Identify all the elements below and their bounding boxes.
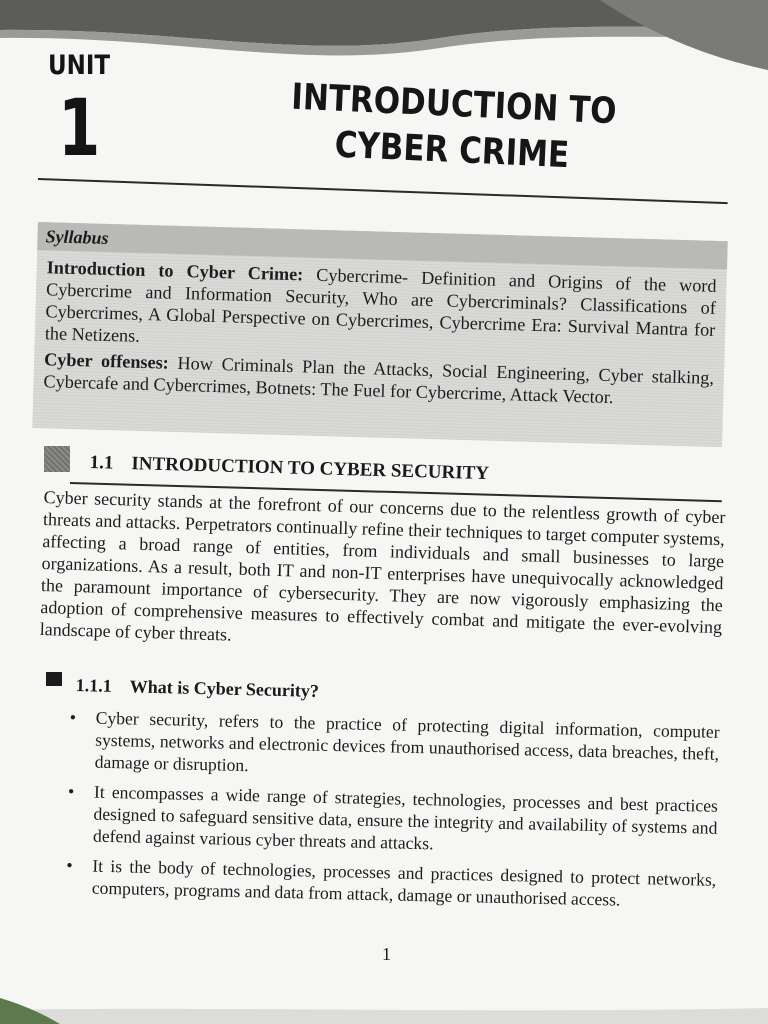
syllabus-section-title: Cyber offenses: xyxy=(43,349,170,373)
syllabus-section-title: Introduction to Cyber Crime: xyxy=(46,257,304,285)
section-paragraph: Cyber security stands at the forefront of our concerns due to the relentless growth of cyber threats and attacks. Perpetrators continually refine their techniques to target computer systems, affecting a broad range of entities, from individuals and small businesses to large organizations. As a result, both IT and non-IT enterprises have unequivocally acknowledged the paramount importance of cybersecurity. They are now vigorously emphasizing the adoption of comprehensive measures to effectively combat and mitigate the ever-evolving landscape of cyber threats. xyxy=(39,486,726,645)
syllabus-heading: Syllabus xyxy=(37,222,728,269)
page-number: 1 xyxy=(382,944,391,964)
syllabus-box xyxy=(32,222,727,447)
list-item xyxy=(65,706,720,787)
bullet-icon: • xyxy=(69,707,77,728)
subsection-title: What is Cyber Security? xyxy=(129,676,320,701)
section-marker-icon xyxy=(44,446,70,472)
syllabus-section xyxy=(45,256,717,363)
title-divider xyxy=(38,178,728,204)
unit-label: UNIT xyxy=(48,50,111,81)
unit-number: 1 xyxy=(58,84,101,174)
list-item-text: Cyber security, refers to the practice of protecting digital information, computer systems, networks and electronic devices from unauthorised access, data breaches, theft, damage or disruption. xyxy=(94,707,720,776)
chapter-title: INTRODUCTION TO CYBER CRIME xyxy=(290,76,618,177)
list-item-text: It encompasses a wide range of strategies, technologies, processes and best practices designed to safeguard sensitive data, ensure the integrity and availability of systems and defend against various cyber threats and attacks. xyxy=(92,781,719,854)
syllabus-section-text: Cybercrime- Definition and Origins of the word Cybercrime and Information Security, Who are Cybercriminals? Classifications of Cybercrimes, A Global Perspective on Cybercrimes, Cybercrime Era: Survival Mantra for the Netizens. xyxy=(44,264,717,346)
syllabus-section-text: How Criminals Plan the Attacks, Social Engineering, Cyber stalking, Cybercafe and Cybercrimes, Botnets: The Fuel for Cybercrime, Attack Vector. xyxy=(43,352,715,408)
list-item xyxy=(62,854,717,913)
bullet-icon: • xyxy=(67,781,75,802)
list-item xyxy=(63,780,718,861)
section-title: INTRODUCTION TO CYBER SECURITY xyxy=(131,453,490,485)
bullet-list xyxy=(61,706,719,921)
syllabus-body xyxy=(33,250,727,411)
subsection-heading xyxy=(75,675,319,702)
subsection-number: 1.1.1 xyxy=(75,675,112,696)
bullet-icon: • xyxy=(66,855,73,876)
footer-band-decoration xyxy=(0,984,768,1024)
list-item-text: It is the body of technologies, processes and practices designed to protect networks, computers, programs and data from attack, damage or unauthorised access. xyxy=(91,855,717,910)
section-number: 1.1 xyxy=(89,452,114,474)
section-heading xyxy=(89,452,489,485)
subsection-marker-icon xyxy=(46,672,62,686)
